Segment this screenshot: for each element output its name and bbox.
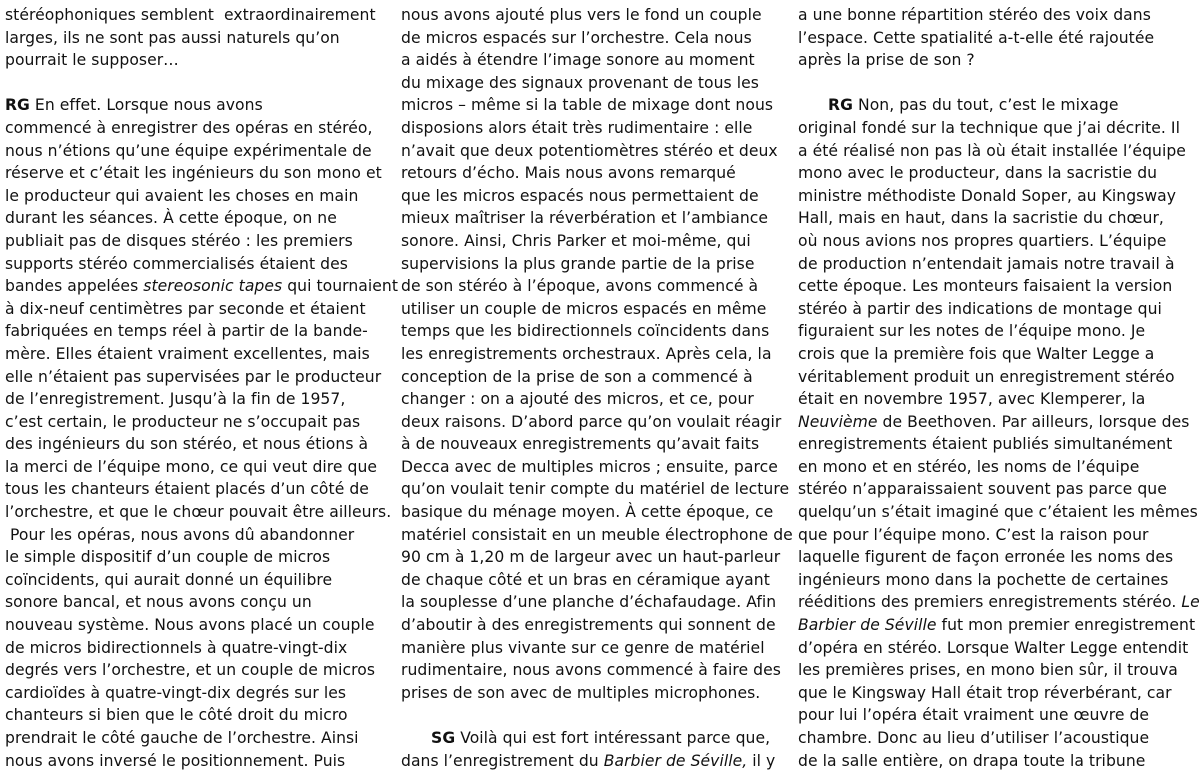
text-line [5,659,376,682]
text-line [5,207,373,230]
text-line [401,682,773,705]
text-line [5,456,378,479]
text-line [401,546,781,569]
text-run: nous avons ajouté plus vers le fond un couple [401,6,762,24]
text-run: de micros bidirectionnels à quatre-vingt-dix [5,638,348,657]
text-run: changer : on a ajouté des micros, et ce, pour [401,390,754,409]
text-run: les premières prises, en mono bien sûr, il trouva [798,661,1178,680]
text-run: quelqu’un s’était imaginé que c’étaient les mêmes [798,503,1198,522]
text-run: d’opéra en stéréo. Lorsque Walter Legge entendit [798,638,1189,657]
text-line [798,411,1190,434]
text-run: rééditions des premiers enregistrements stéréo. [798,593,1182,612]
text-run: que pour l’équipe mono. C’est la raison pour [798,525,1149,544]
text-run: mère. Elles étaient vraiment excellentes, mais [5,344,370,363]
text-line [401,433,773,456]
text-line [798,162,1186,185]
text-line [5,478,373,501]
text-line [401,162,773,185]
text-line [798,682,1186,705]
text-line [798,456,1186,479]
text-line [401,185,773,208]
text-line [798,140,1186,163]
text-run: dans l’enregistrement du [401,751,604,770]
text-run: où nous avions nos propres quartiers. L’équipe [798,231,1167,250]
text-run: fut mon premier enregistrement [936,616,1196,635]
text-run: de son stéréo à l’époque, avons commencé à [401,277,759,296]
text-run: elle n’étaient pas supervisées par le producteur [5,367,382,386]
text-line [401,140,778,163]
text-line [5,546,373,569]
text-run: de l’enregistrement. Jusqu’à la fin de 1957, [5,390,346,409]
text-column-2 [401,4,793,772]
text-run: le simple dispositif d’un couple de micros [5,548,331,567]
text-line [798,614,1196,637]
text-line [798,185,1186,208]
text-line [401,117,773,140]
text-line [401,591,777,614]
text-line [5,727,373,750]
text-line [5,637,373,660]
text-column-3 [798,4,1200,772]
text-line [798,524,1186,547]
text-line [401,366,773,389]
text-line [401,343,773,366]
text-line [5,49,373,72]
text-line [798,253,1186,276]
text-line [5,501,392,524]
text-line [5,94,373,117]
paragraph-gap [401,704,773,727]
text-run: cette époque. Les monteurs faisaient la version [798,277,1173,296]
text-line [401,320,773,343]
text-line [798,704,1186,727]
text-run: que les micros espacés nous permettaient de [401,186,759,205]
italic-title: Barbier de Séville, [603,751,748,770]
text-run: durant les séances. À cette époque, on ne [5,209,337,228]
text-line [401,4,773,27]
text-run: à de nouveaux enregistrements qu’avait faits [401,435,760,454]
text-line [5,140,373,163]
text-run: rudimentaire, nous avons commencé à faire des [401,661,781,680]
text-run: chambre. Donc au lieu d’utiliser l’acoustique [798,729,1150,747]
text-line [5,411,373,434]
text-run: véritablement produit un enregistrement stéréo [798,367,1175,386]
text-run: l’orchestre, et que le chœur pouvait être ailleurs. [5,503,392,522]
text-line [401,94,773,117]
text-run: stéréophoniques semblent extraordinairement [5,6,376,24]
text-line [401,614,776,637]
text-line [401,659,781,682]
text-line [798,546,1186,569]
text-run: que le Kingsway Hall était trop réverbérant, car [798,683,1172,702]
text-run: de Beethoven. Par ailleurs, lorsque des [877,412,1190,431]
text-line [798,366,1186,389]
text-run: sonore bancal, et nous avons conçu un [5,593,312,612]
text-run: du mixage des signaux provenant de tous les [401,73,759,92]
speaker-initials: RG [5,96,30,115]
text-line [401,569,773,592]
text-run: la merci de l’équipe mono, ce qui veut dire que [5,457,378,476]
text-run: qu’on voulait tenir compte du matériel de lecture [401,480,790,499]
text-run: disposions alors était très rudimentaire : elle [401,118,753,137]
text-line [5,320,373,343]
text-run: matériel consistait en un meuble électrophone de [401,525,793,544]
text-run: nouveau système. Nous avons placé un couple [5,616,375,635]
text-run: Voilà qui est fort intéressant parce que, [455,729,771,747]
text-run: stéréo à partir des indications de montage qui [798,299,1162,318]
text-line [5,591,373,614]
text-line [401,275,773,298]
text-run: a une bonne répartition stéréo des voix dans [798,6,1151,24]
text-line [5,366,382,389]
text-line [798,591,1200,614]
text-run: a été réalisé non pas là où était installée l’équipe [798,141,1186,160]
text-line [798,27,1186,50]
text-line [401,524,793,547]
text-run: chanteurs si bien que le côté droit du micro [5,706,348,725]
text-line [5,524,373,547]
text-run: manière plus vivante sur ce genre de matériel [401,638,765,657]
text-run: commencé à enregistrer des opéras en stéréo, [5,118,373,137]
text-line [798,659,1186,682]
text-run: larges, ils ne sont pas aussi naturels qu’on [5,28,340,47]
text-run: supervisions la plus grande partie de la prise [401,254,755,273]
text-line [401,388,773,411]
text-line [401,411,782,434]
text-run: original fondé sur la technique que j’ai décrite. Il [798,118,1180,137]
text-run: coïncidents, qui aurait donné un équilibre [5,570,333,589]
text-line [401,456,778,479]
text-line [5,750,373,772]
speaker-initials: SG [431,729,456,747]
text-column-1 [5,4,399,772]
text-run: supports stéréo commercialisés étaient des [5,254,348,273]
text-line [401,72,773,95]
text-run: des ingénieurs du son stéréo, et nous étions à [5,435,369,454]
text-run: figuraient sur les notes de l’équipe mono. Je [798,322,1146,341]
text-line [798,727,1186,750]
paragraph-gap [5,72,373,95]
text-line [401,637,773,660]
text-line [5,117,373,140]
text-run: 90 cm à 1,20 m de largeur avec un haut-parleur [401,548,781,567]
text-run: mieux maîtriser la réverbération et l’ambiance [401,209,769,228]
text-run [798,96,828,114]
italic-title: stereosonic tapes [143,277,283,296]
text-run: en mono et en stéréo, les noms de l’équipe [798,457,1140,476]
text-line [798,501,1198,524]
text-line [798,298,1186,321]
text-run: prises de son avec de multiples microphones. [401,683,761,702]
text-line [5,253,373,276]
italic-title: Neuvième [798,412,878,431]
text-line [798,230,1186,253]
text-line [5,704,373,727]
italic-title: Le [1181,593,1200,612]
text-line [5,433,373,456]
text-run: Hall, mais en haut, dans la sacristie du chœur, [798,209,1164,228]
text-line [5,614,373,637]
text-line [798,388,1186,411]
text-line [401,27,773,50]
text-run: ingénieurs mono dans la pochette de certaines [798,570,1169,589]
text-line [5,4,376,27]
text-run: cardioïdes à quatre-vingt-dix degrés sur les [5,683,347,702]
text-line [798,94,1186,117]
text-run: de la salle entière, on drapa toute la tribune [798,751,1146,770]
text-line [401,49,773,72]
text-run: a aidés à étendre l’image sonore au moment [401,51,755,70]
text-line [798,275,1186,298]
text-line [401,253,773,276]
text-run: les enregistrements orchestraux. Après cela, la [401,344,772,363]
text-run: qui tournaient [282,277,399,296]
text-run: deux raisons. D’abord parce qu’on voulait réagir [401,412,782,431]
text-run: le producteur qui avaient les choses en main [5,186,359,205]
text-line [5,682,373,705]
text-run: retours d’écho. Mais nous avons remarqué [401,164,736,183]
text-run: prendrait le côté gauche de l’orchestre. Ainsi [5,729,359,747]
text-line [5,162,382,185]
text-line [401,501,773,524]
text-run: était en novembre 1957, avec Klemperer, la [798,390,1146,409]
text-line [798,4,1186,27]
text-line [798,343,1186,366]
italic-title: Barbier de Séville [798,616,937,635]
text-line [5,230,373,253]
text-line [798,569,1186,592]
text-run: publiait pas de disques stéréo : les premiers [5,231,353,250]
text-run: laquelle figurent de façon erronée les noms des [798,548,1174,567]
text-line [798,478,1186,501]
text-run: enregistrements étaient publiés simultanément [798,435,1173,454]
text-line [798,207,1186,230]
text-run: degrés vers l’orchestre, et un couple de micros [5,661,376,680]
text-run: d’aboutir à des enregistrements qui sonnent de [401,616,776,635]
text-line [401,298,773,321]
text-run: l’espace. Cette spatialité a-t-elle été rajoutée [798,28,1155,47]
text-run: la souplesse d’une planche d’échafaudage. Afin [401,593,777,612]
text-run: fabriquées en temps réel à partir de la bande- [5,322,368,341]
text-run: utiliser un couple de micros espacés en même [401,299,767,318]
text-run: tous les chanteurs étaient placés d’un côté de [5,480,369,499]
text-run: de micros espacés sur l’orchestre. Cela nous [401,28,752,47]
text-run: stéréo n’apparaissaient souvent pas parce que [798,480,1167,499]
text-run: n’avait que deux potentiomètres stéréo et deux [401,141,778,160]
text-line [5,185,373,208]
text-line [798,320,1186,343]
speaker-initials: RG [828,96,853,115]
text-line [798,117,1186,140]
text-run: micros – même si la table de mixage dont nous [401,96,774,115]
text-run: En effet. Lorsque nous avons [29,96,263,115]
text-run: sonore. Ainsi, Chris Parker et moi-même, qui [401,231,751,250]
text-run: c’est certain, le producteur ne s’occupait pas [5,412,361,431]
text-run: mono avec le producteur, dans la sacristie du [798,164,1158,183]
text-line [798,750,1186,772]
text-line [5,27,373,50]
text-run: après la prise de son ? [798,51,975,70]
text-line [401,207,773,230]
text-run: de chaque côté et un bras en céramique ayant [401,570,770,589]
text-run: réserve et c’était les ingénieurs du son mono et [5,164,382,183]
text-run: crois que la première fois que Walter Legge a [798,344,1155,363]
text-run: basique du ménage moyen. À cette époque, ce [401,503,774,522]
text-line [401,478,790,501]
text-run: de production n’entendait jamais notre travail à [798,254,1175,273]
paragraph-gap [798,72,1186,95]
text-line [5,569,373,592]
text-run [401,729,431,747]
text-line [798,49,1186,72]
text-line [5,388,373,411]
text-line [5,298,373,321]
text-run: pourrait le supposer… [5,51,179,70]
text-run: Decca avec de multiples micros ; ensuite, parce [401,457,778,476]
text-line [798,637,1189,660]
text-run: conception de la prise de son a commencé à [401,367,753,386]
text-run: bandes appelées [5,277,144,296]
text-run: Non, pas du tout, c’est le mixage [852,96,1119,115]
text-run: à dix-neuf centimètres par seconde et étaient [5,299,366,318]
text-run: ministre méthodiste Donald Soper, au Kingsway [798,186,1177,205]
text-run: temps que les bidirectionnels coïncidents dans [401,322,770,341]
text-run: Pour les opéras, nous avons dû abandonner [5,525,355,544]
text-line [5,275,399,298]
text-line [401,750,776,772]
text-line [798,433,1186,456]
text-line [401,230,773,253]
text-run: nous n’étions qu’une équipe expérimentale de [5,141,372,160]
text-line [401,727,773,750]
text-run: nous avons inversé le positionnement. Puis [5,751,346,770]
text-line [5,343,373,366]
text-run: pour lui l’opéra était vraiment une œuvre de [798,706,1150,725]
text-run: il y [747,751,776,770]
